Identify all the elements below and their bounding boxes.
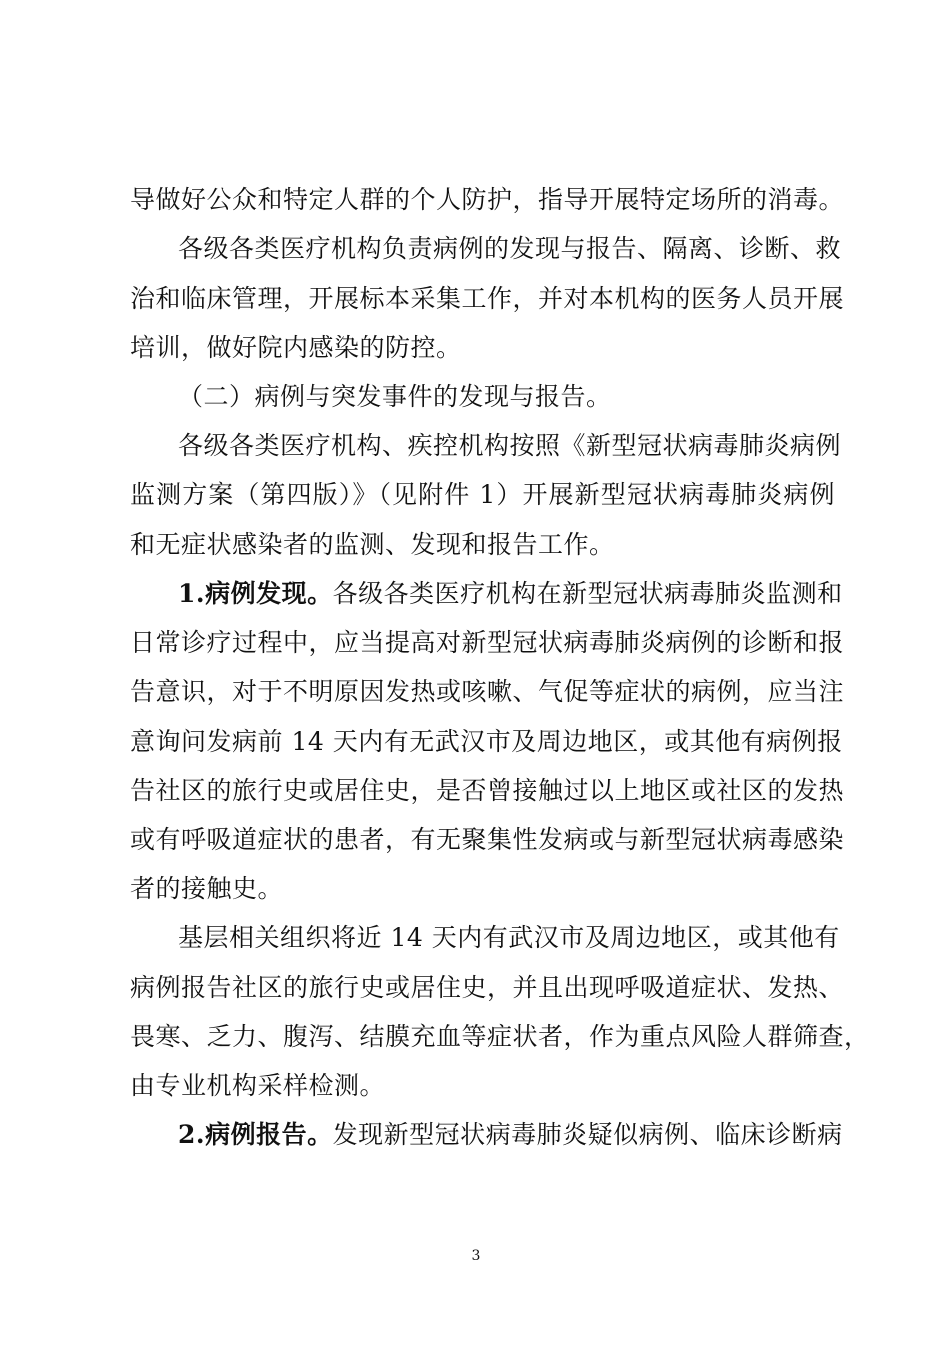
paragraph-4-line-6: 或有呼吸道症状的患者，有无聚集性发病或与新型冠状病毒感染 — [130, 825, 845, 854]
paragraph-3-line-3: 和无症状感染者的监测、发现和报告工作。 — [130, 530, 615, 559]
paragraph-5-line-1: 基层相关组织将近 14 天内有武汉市及周边地区，或其他有 — [178, 923, 840, 952]
page-number: 3 — [471, 1248, 481, 1264]
paragraph-4-line-2: 日常诊疗过程中，应当提高对新型冠状病毒肺炎病例的诊断和报 — [130, 628, 845, 657]
paragraph-5-line-2: 病例报告社区的旅行史或居住史，并且出现呼吸道症状、发热、 — [130, 973, 845, 1002]
paragraph-2-line-2: 治和临床管理，开展标本采集工作，并对本机构的医务人员开展 — [130, 284, 845, 313]
section-heading: （二）病例与突发事件的发现与报告。 — [178, 382, 612, 411]
paragraph-6-line-1-text: 发现新型冠状病毒肺炎疑似病例、临床诊断病 — [332, 1120, 843, 1149]
paragraph-4-line-5: 告社区的旅行史或居住史，是否曾接触过以上地区或社区的发热 — [130, 776, 845, 805]
case-report-lead: 2.病例报告。 — [178, 1120, 333, 1149]
paragraph-5-line-4: 由专业机构采样检测。 — [130, 1071, 386, 1100]
paragraph-6-line-1 — [178, 1120, 843, 1150]
paragraph-3-line-1: 各级各类医疗机构、疾控机构按照《新型冠状病毒肺炎病例 — [178, 431, 842, 460]
paragraph-5-line-3: 畏寒、乏力、腹泻、结膜充血等症状者，作为重点风险人群筛查， — [130, 1022, 870, 1051]
paragraph-4-line-4: 意询问发病前 14 天内有无武汉市及周边地区，或其他有病例报 — [130, 727, 843, 756]
paragraph-3-line-2: 监测方案（第四版）》（见附件 1）开展新型冠状病毒肺炎病例 — [130, 480, 835, 509]
paragraph-4-line-7: 者的接触史。 — [130, 874, 284, 903]
case-discovery-lead: 1.病例发现。 — [178, 579, 333, 608]
paragraph-4-line-3: 告意识，对于不明原因发热或咳嗽、气促等症状的病例，应当注 — [130, 677, 845, 706]
paragraph-1-line-1: 导做好公众和特定人群的个人防护，指导开展特定场所的消毒。 — [130, 185, 845, 214]
paragraph-2-line-1: 各级各类医疗机构负责病例的发现与报告、隔离、诊断、救 — [178, 234, 842, 263]
paragraph-2-line-3: 培训，做好院内感染的防控。 — [130, 333, 462, 362]
paragraph-4-line-1-text: 各级各类医疗机构在新型冠状病毒肺炎监测和 — [332, 579, 843, 608]
paragraph-4-line-1 — [178, 579, 843, 609]
